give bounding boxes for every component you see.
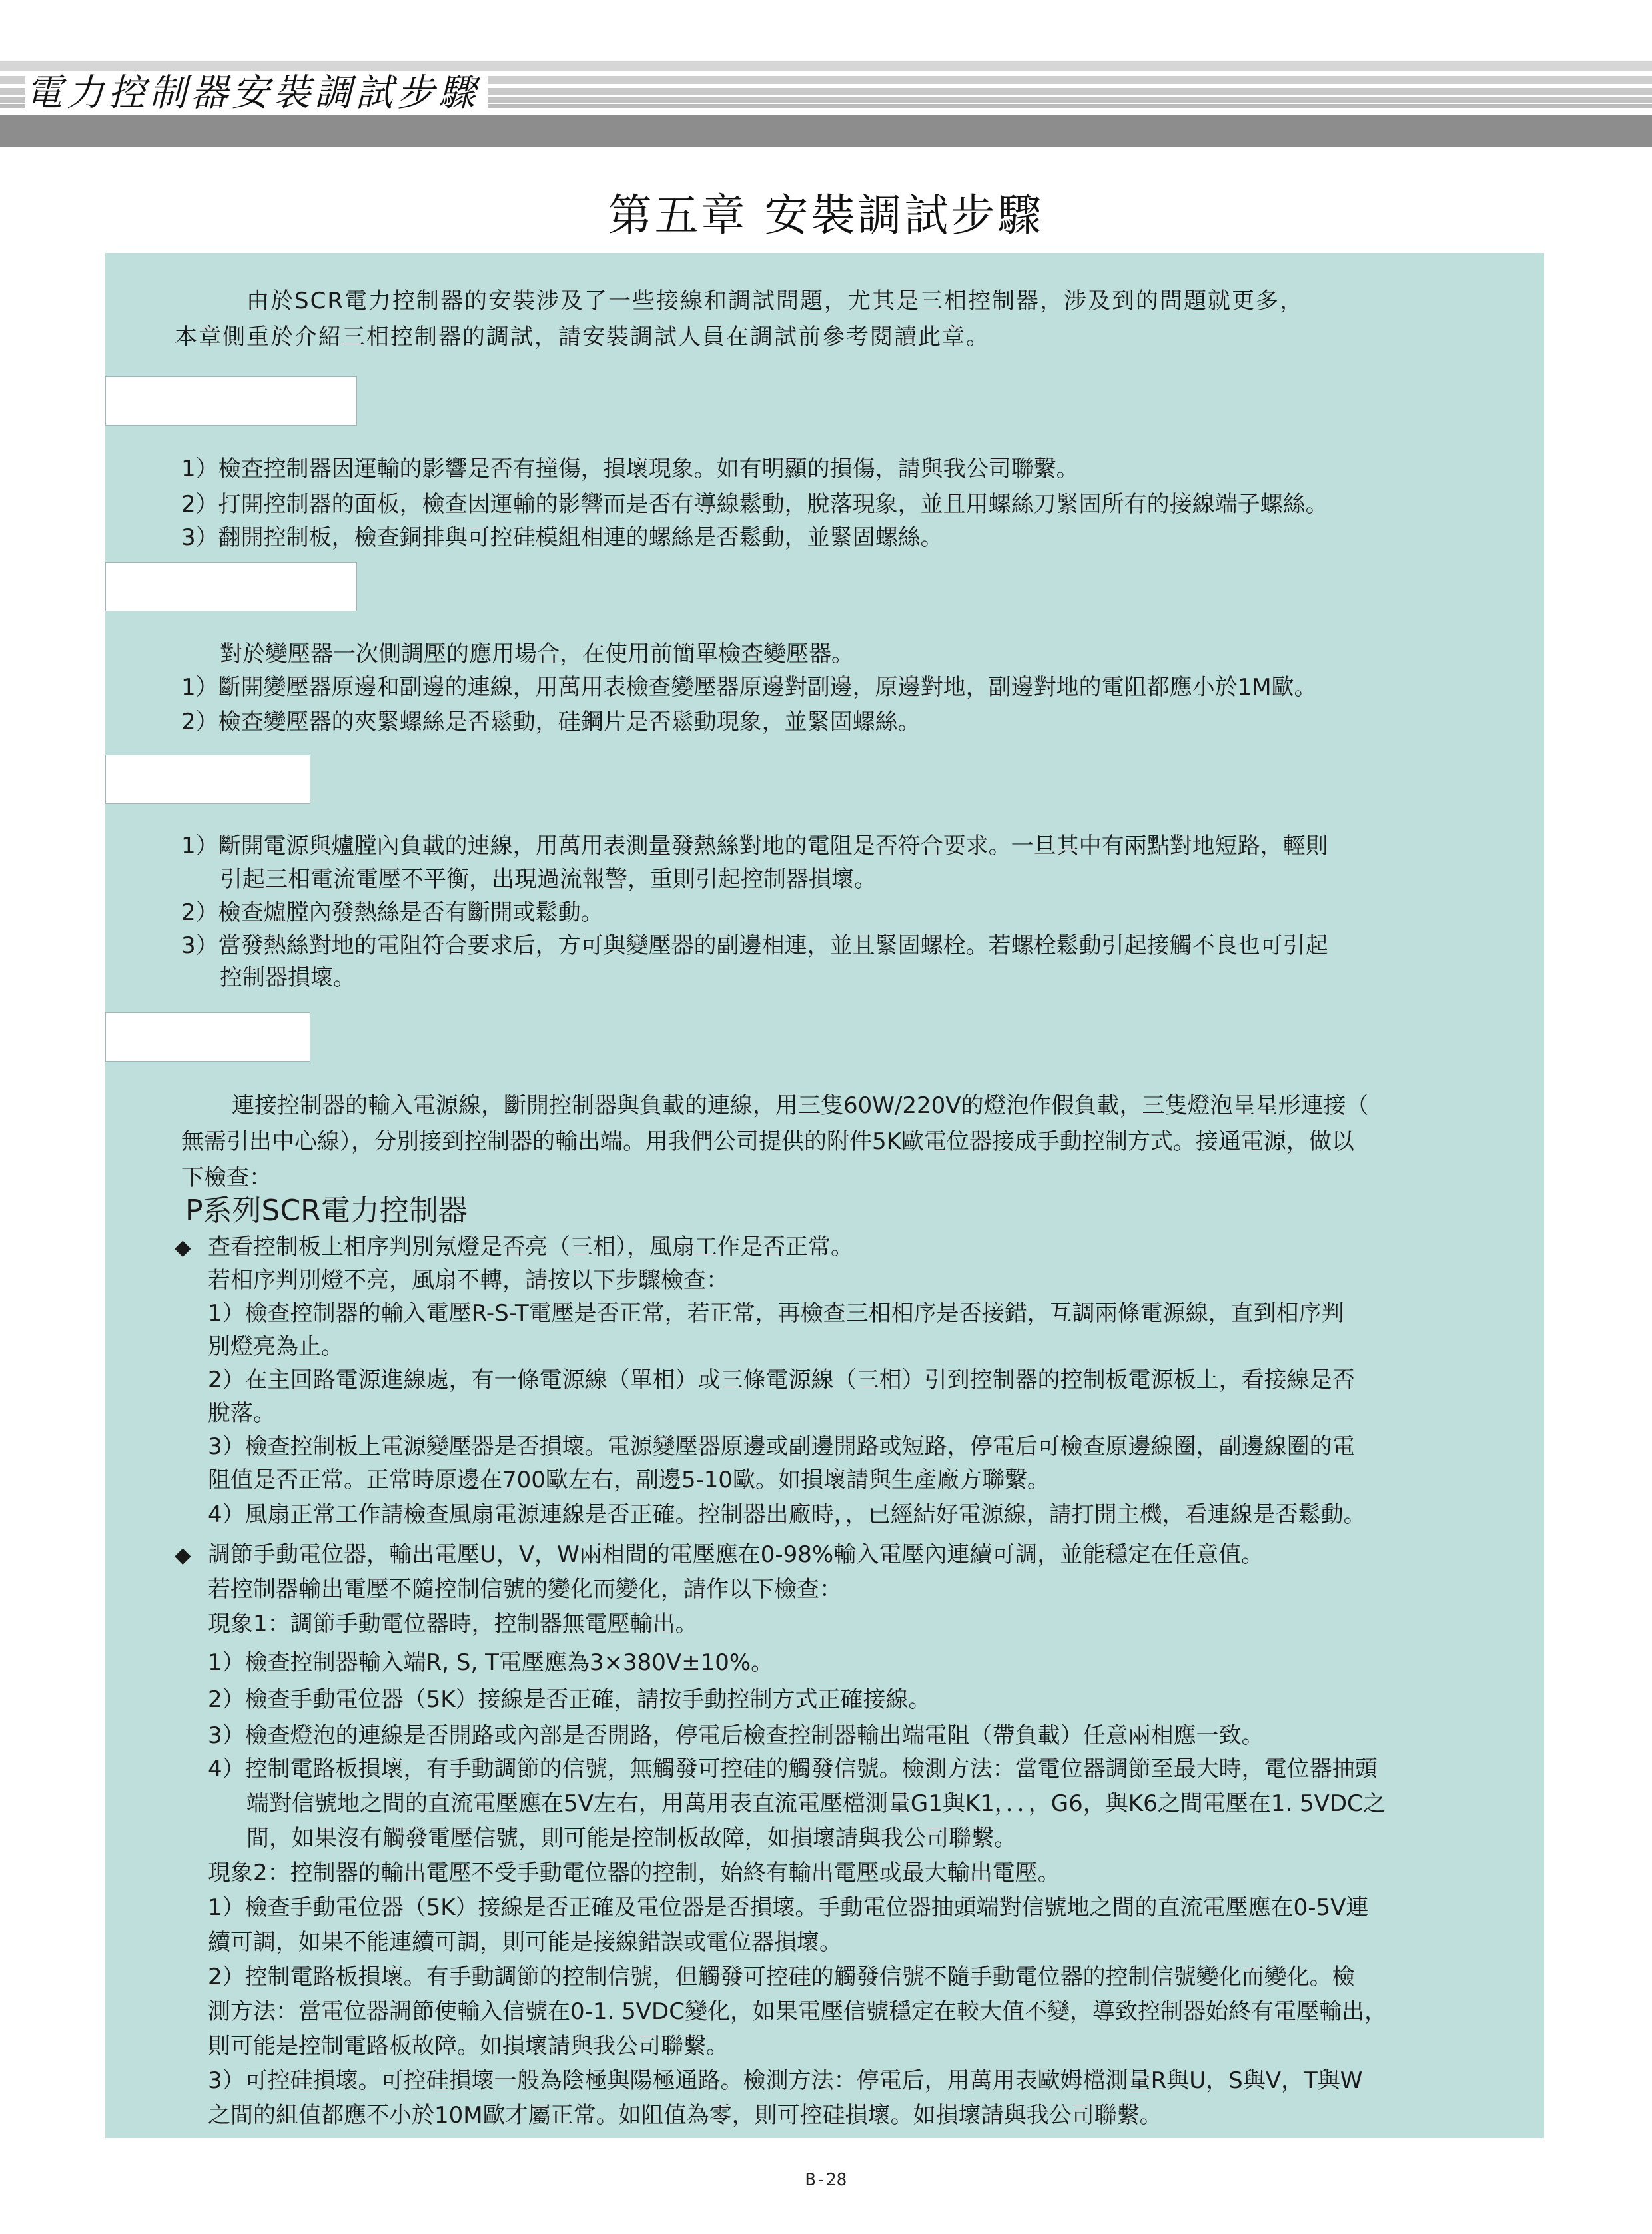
- section-heading-box: [105, 755, 310, 804]
- diamond-bullet-icon: ◆: [175, 1234, 191, 1260]
- list-item: 1）檢查控制器因運輸的影響是否有撞傷，損壞現象。如有明顯的損傷，請與我公司聯繫。: [181, 456, 1079, 482]
- list-item: 阻值是否正常。正常時原邊在700歐左右，副邊5-10歐。如損壞請與生產廠方聯繫。: [208, 1467, 1050, 1493]
- intro-line: 本章側重於介紹三相控制器的調試，請安裝調試人員在調試前參考閱讀此章。: [175, 324, 990, 350]
- page-number: B-28: [805, 2170, 847, 2190]
- list-item: 1）檢查控制器輸入端R, S, T電壓應為3×380V±10%。: [208, 1649, 774, 1676]
- list-item: 端對信號地之間的直流電壓應在5V左右，用萬用表直流電壓檔測量G1與K1，．．，G6，與K6之間電壓在1. 5VDC之: [246, 1790, 1386, 1817]
- list-item: 3）檢查控制板上電源變壓器是否損壞。電源變壓器原邊或副邊開路或短路，停電后可檢查原邊線圈，副邊線圈的電: [208, 1433, 1355, 1460]
- intro-line: 由於SCR電力控制器的安裝涉及了一些接線和調試問題，尤其是三相控制器，涉及到的問題就更多，: [246, 288, 1304, 314]
- list-item: 引起三相電流電壓不平衡，出現過流報警，重則引起控制器損壞。: [220, 866, 877, 893]
- list-item: 1）斷開電源與爐膛內負載的連線，用萬用表測量發熱絲對地的電阻是否符合要求。一旦其中有兩點對地短路，輕則: [181, 833, 1328, 859]
- list-item: 測方法：當電位器調節使輸入信號在0-1. 5VDC變化，如果電壓信號穩定在較大值不變，導致控制器始終有電壓輸出，: [208, 1998, 1387, 2025]
- paragraph-line: 連接控制器的輸入電源線，斷開控制器與負載的連線，用三隻60W/220V的燈泡作假負載，三隻燈泡呈星形連接（: [232, 1092, 1369, 1119]
- list-item: 對於變壓器一次側調壓的應用場合，在使用前簡單檢查變壓器。: [220, 641, 854, 667]
- list-item: 2）控制電路板損壞。有手動調節的控制信號，但觸發可控硅的觸發信號不隨手動電位器的控制信號變化而變化。檢: [208, 1964, 1355, 1990]
- diamond-bullet-icon: ◆: [175, 1542, 191, 1567]
- list-item: 2）打開控制器的面板，檢查因運輸的影響而是否有導線鬆動，脫落現象，並且用螺絲刀緊固所有的接線端子螺絲。: [181, 491, 1328, 518]
- list-item: 若相序判別燈不亮，風扇不轉，請按以下步驟檢查：: [208, 1267, 729, 1294]
- list-item: 3）翻開控制板，檢查銅排與可控硅模組相連的螺絲是否鬆動，並緊固螺絲。: [181, 524, 943, 551]
- list-item: 現象2：控制器的輸出電壓不受手動電位器的控制，始終有輸出電壓或最大輸出電壓。: [208, 1860, 1060, 1886]
- list-item: 1）檢查控制器的輸入電壓R-S-T電壓是否正常，若正常，再檢查三相相序是否接錯，互調兩條電源線，直到相序判: [208, 1300, 1344, 1327]
- list-item: 2）檢查爐膛內發熱絲是否有斷開或鬆動。: [181, 899, 604, 926]
- list-item: 4）控制電路板損壞，有手動調節的信號，無觸發可控硅的觸發信號。檢測方法：當電位器調節至最大時，電位器抽頭: [208, 1756, 1378, 1782]
- list-item: 2）檢查變壓器的夾緊螺絲是否鬆動，硅鋼片是否鬆動現象，並緊固螺絲。: [181, 709, 921, 735]
- subheading: P系列SCR電力控制器: [185, 1194, 468, 1228]
- header-stripe: [0, 61, 1652, 71]
- list-item: 4）風扇正常工作請檢查風扇電源連線是否正確。控制器出廠時，，已經結好電源線，請打開主機，看連線是否鬆動。: [208, 1501, 1366, 1528]
- chapter-title: 第五章 安裝調試步驟: [608, 190, 1044, 241]
- list-item: 別燈亮為止。: [208, 1333, 344, 1360]
- list-item: 3）可控硅損壞。可控硅損壞一般為陰極與陽極通路。檢測方法：停電后，用萬用表歐姆檔測量R與U，S與V，T與W: [208, 2067, 1363, 2094]
- bullet-lead: 查看控制板上相序判別氖燈是否亮（三相），風扇工作是否正常。: [208, 1234, 853, 1260]
- list-item: 之間的組值都應不小於10M歐才屬正常。如阻值為零，則可控硅損壞。如損壞請與我公司聯繫。: [208, 2102, 1162, 2129]
- header-title: 電力控制器安裝調試步驟: [25, 73, 488, 113]
- list-item: 現象1：調節手動電位器時，控制器無電壓輸出。: [208, 1611, 698, 1637]
- list-item: 間，如果沒有觸發電壓信號，則可能是控制板故障，如損壞請與我公司聯繫。: [246, 1825, 1017, 1852]
- paragraph-line: 無需引出中心線），分別接到控制器的輸出端。用我們公司提供的附件5K歐電位器接成手動控制方式。接通電源，做以: [181, 1128, 1354, 1155]
- list-item: 脫落。: [208, 1400, 276, 1427]
- paragraph-line: 下檢查：: [181, 1164, 272, 1191]
- list-item: 3）檢查燈泡的連線是否開路或內部是否開路，停電后檢查控制器輸出端電阻（帶負載）任意兩相應一致。: [208, 1722, 1264, 1749]
- list-item: 若控制器輸出電壓不隨控制信號的變化而變化，請作以下檢查：: [208, 1576, 842, 1603]
- list-item: 3）當發熱絲對地的電阻符合要求后，方可與變壓器的副邊相連，並且緊固螺栓。若螺栓鬆動引起接觸不良也可引起: [181, 932, 1328, 959]
- list-item: 1）斷開變壓器原邊和副邊的連線，用萬用表檢查變壓器原邊對副邊，原邊對地，副邊對地的電阻都應小於1M歐。: [181, 674, 1317, 701]
- list-item: 則可能是控制電路板故障。如損壞請與我公司聯繫。: [208, 2033, 729, 2059]
- header-stripe: [0, 115, 1652, 147]
- list-item: 2）檢查手動電位器（5K）接線是否正確，請按手動控制方式正確接線。: [208, 1686, 931, 1713]
- section-heading-box: [105, 562, 357, 611]
- list-item: 2）在主回路電源進線處，有一條電源線（單相）或三條電源線（三相）引到控制器的控制板電源板上，看接線是否: [208, 1367, 1355, 1393]
- list-item: 1）檢查手動電位器（5K）接線是否正確及電位器是否損壞。手動電位器抽頭端對信號地之間的直流電壓應在0-5V連: [208, 1894, 1369, 1921]
- list-item: 續可調，如果不能連續可調，則可能是接線錯誤或電位器損壞。: [208, 1929, 842, 1956]
- section-heading-box: [105, 1012, 310, 1062]
- bullet-lead: 調節手動電位器，輸出電壓U，V，W兩相間的電壓應在0-98%輸入電壓內連續可調，並能穩定在任意值。: [208, 1541, 1264, 1568]
- list-item: 控制器損壞。: [220, 964, 356, 991]
- section-heading-box: [105, 376, 357, 426]
